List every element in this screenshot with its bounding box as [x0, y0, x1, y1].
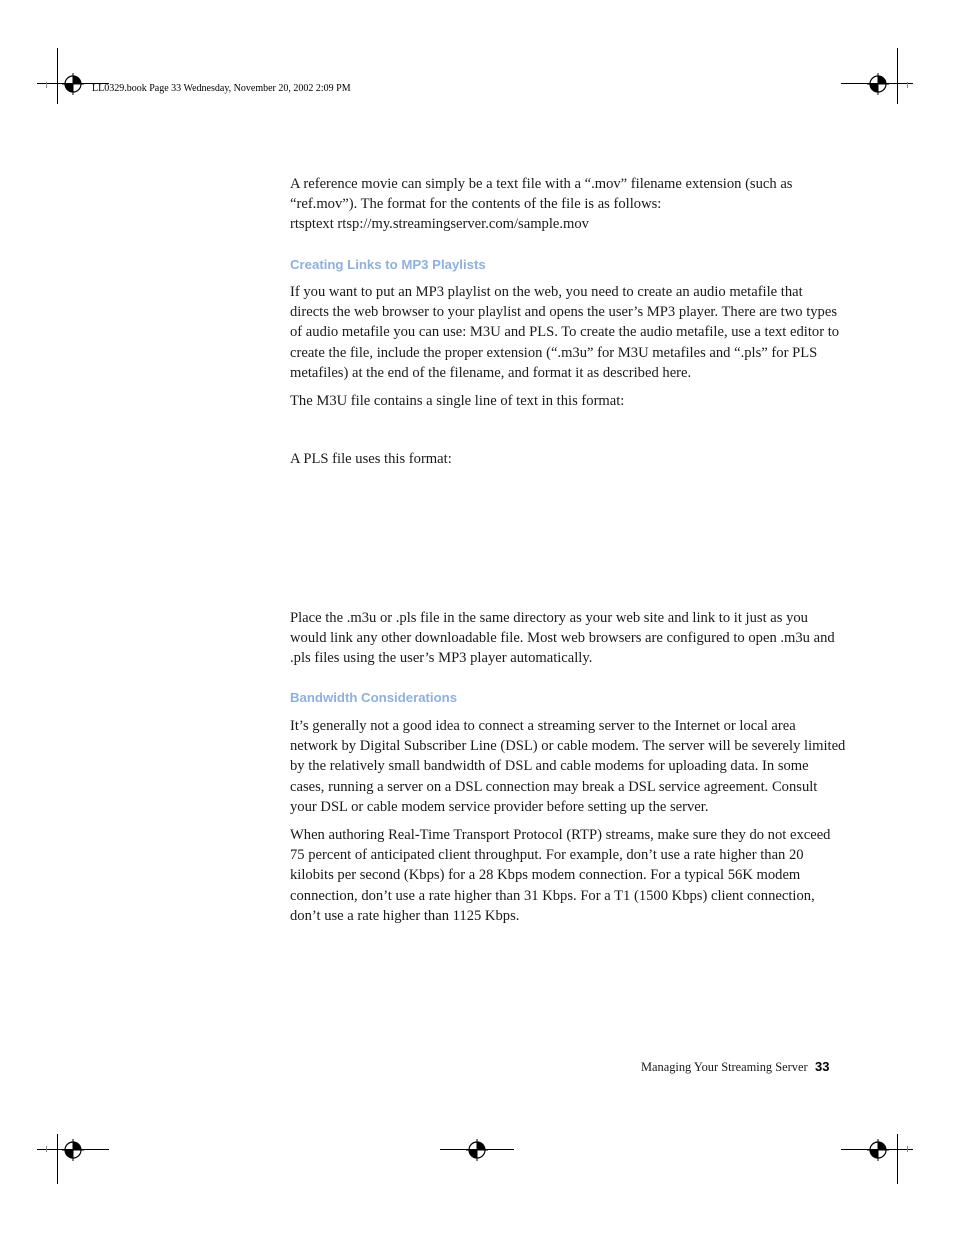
text-line: your DSL or cable modem service provider before setting up the server.	[290, 798, 709, 815]
rtp-paragraph	[290, 825, 835, 926]
crop-tick	[46, 82, 47, 88]
crop-mark	[57, 48, 58, 104]
registration-mark-icon	[62, 73, 84, 95]
text-line: The M3U file contains a single line of text in this format:	[290, 393, 625, 409]
registration-mark-icon	[62, 1139, 84, 1161]
crop-mark	[57, 1134, 58, 1184]
registration-mark-icon	[867, 73, 889, 95]
pls-format-paragraph	[290, 449, 835, 469]
text-line: A PLS file uses this format:	[290, 451, 452, 467]
text-line: When authoring Real-Time Transport Protocol (RTP) streams, make sure they do not exceed	[290, 827, 831, 843]
text-line: A reference movie can simply be a text file with a “.mov” filename extension (such as	[290, 176, 793, 192]
text-line: cases, running a server on a DSL connection may break a DSL service agreement. Consult	[290, 778, 818, 795]
running-footer: Managing Your Streaming Server	[641, 1060, 808, 1074]
text-line: of audio metafile you can use: M3U and PLS. To create the audio metafile, use a text editor to	[290, 324, 840, 341]
text-line: “ref.mov”). The format for the contents of the file is as follows:	[290, 196, 662, 213]
registration-mark-icon	[867, 1139, 889, 1161]
print-slug: LL0329.book Page 33 Wednesday, November 20, 2002 2:09 PM	[92, 83, 351, 94]
text-line: rtsptext rtsp://my.streamingserver.com/sample.mov	[290, 216, 589, 233]
crop-tick	[46, 1146, 47, 1152]
crop-tick	[907, 1146, 908, 1152]
text-line: It’s generally not a good idea to connect a streaming server to the Internet or local area	[290, 718, 796, 734]
text-line: metafiles) at the end of the filename, and format it as described here.	[290, 364, 692, 381]
text-line: directs the web browser to your playlist and opens the user’s MP3 player. There are two types	[290, 304, 838, 321]
page-number: 33	[815, 1059, 830, 1074]
placement-paragraph	[290, 608, 835, 669]
registration-mark-icon	[466, 1139, 488, 1161]
text-line: If you want to put an MP3 playlist on the web, you need to create an audio metafile that	[290, 284, 803, 300]
crop-tick	[907, 82, 908, 88]
text-line: .pls files using the user’s MP3 player automatically.	[290, 650, 593, 667]
m3u-format-paragraph	[290, 391, 835, 411]
text-line: 75 percent of anticipated client throughput. For example, don’t use a rate higher than 20	[290, 847, 804, 864]
crop-mark	[897, 1134, 898, 1184]
text-line: kilobits per second (Kbps) for a 28 Kbps modem connection. For a typical 56K modem	[290, 867, 801, 884]
intro-paragraph	[290, 174, 835, 235]
text-line: would link any other downloadable file. Most web browsers are configured to open .m3u and	[290, 630, 835, 647]
text-line: don’t use a rate higher than 1125 Kbps.	[290, 907, 520, 924]
text-line: create the file, include the proper extension (“.m3u” for M3U metafiles and “.pls” for PLS	[290, 344, 818, 361]
text-line: connection, don’t use a rate higher than 31 Kbps. For a T1 (1500 Kbps) client connection,	[290, 887, 815, 904]
crop-mark	[897, 48, 898, 104]
text-line: network by Digital Subscriber Line (DSL) or cable modem. The server will be severely limited	[290, 738, 846, 755]
text-line: Place the .m3u or .pls file in the same directory as your web site and link to it just as you	[290, 610, 808, 626]
section-heading-bandwidth: Bandwidth Considerations	[290, 690, 458, 705]
dsl-paragraph	[290, 716, 846, 817]
text-line: by the relatively small bandwidth of DSL and cable modems for uploading data. In some	[290, 758, 809, 775]
section-heading-mp3-playlists: Creating Links to MP3 Playlists	[290, 257, 486, 272]
mp3-intro-paragraph	[290, 282, 840, 383]
